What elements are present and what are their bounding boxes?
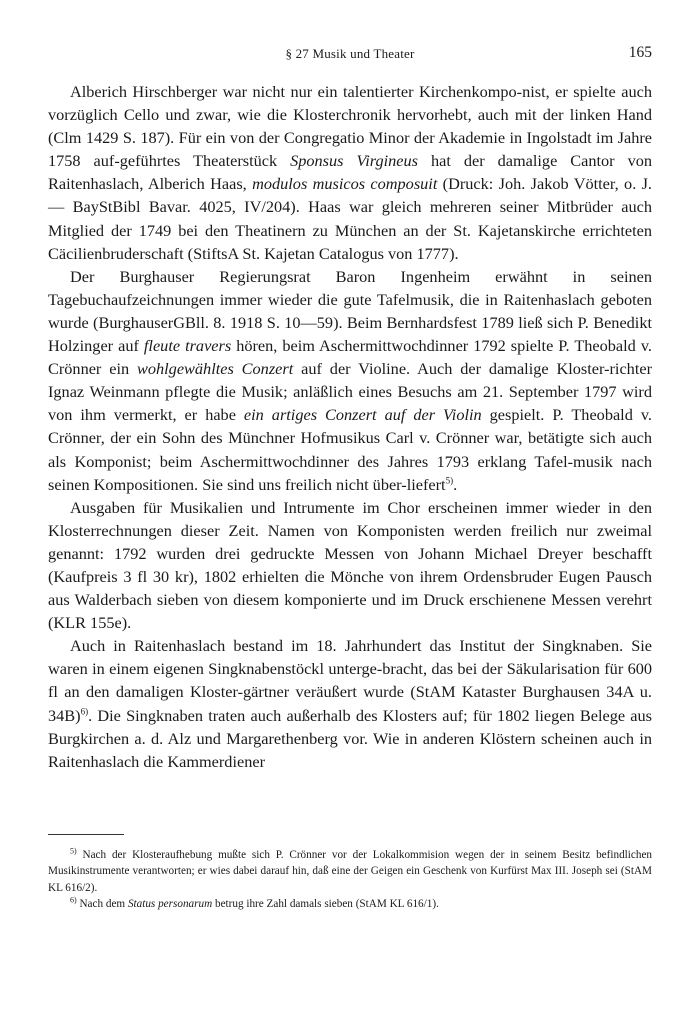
text-run: Auch in Raitenhaslach bestand im 18. Jahrhundert das Institut der Singknaben. Sie waren in einem eigenen Singknabenstöckl unterge-bracht, das bei der Säkularisation für 600 fl an den damaligen Kloster-gärtner veräußert wurde (StAM Kataster Burghausen 34A u. 34B): [48, 636, 652, 725]
italic-phrase: wohlgewähltes Conzert: [137, 359, 294, 379]
italic-phrase: modulos musicos composuit: [252, 174, 438, 194]
footnote-marker: 5): [445, 475, 454, 486]
text-run: betrug ihre Zahl damals sieben (StAM KL 616/1).: [212, 898, 439, 911]
footnote: [48, 847, 652, 896]
text-run: hören, beim Aschermittwochdinner 1792 spielte P. Theobald v. Crönner ein: [48, 336, 652, 379]
italic-phrase: Status personarum: [127, 898, 213, 911]
text-run: hat der damalige Cantor von Raitenhaslach, Alberich Haas,: [48, 151, 653, 194]
text-run: gespielt. P. Theobald v. Crönner, der ein Sohn des Münchner Hofmusikus Carl v. Crönner war, betätigte sich auch als Komponist; beim Aschermittwochdinner des Jahres 1793 erklang Tafel-musik nach seinen Kompositionen. Sie sind uns freilich nicht über-liefert: [48, 405, 652, 494]
running-title: § 27 Musik und Theater: [285, 46, 415, 61]
paragraph: [48, 265, 652, 496]
paragraph: [48, 80, 652, 265]
text-run: Nach der Klosteraufhebung mußte sich P. Crönner vor der Lokalkommision wegen der in seinem Besitz befindlichen Musikinstrumente verantworten; er wies dabei darauf hin, daß eine der Geigen ein Geschenk von Kurfürst Max III. Joseph sei (StAM KL 616/2).: [48, 849, 652, 894]
italic-phrase: fleute travers: [143, 336, 232, 356]
paragraph: [48, 496, 652, 635]
text-run: (Druck: Joh. Jakob Vötter, o. J. — BayStBibl Bavar. 4025, IV/204). Haas war gleich mehreren seiner Mitbrüder auch Mitglied der 1749 bei den Theatinern zu München an der St. Kajetanskirche errichteten Cäcilienbruderschaft (StiftsA St. Kajetan Catalogus von 1777).: [48, 174, 653, 263]
page-number: 165: [628, 44, 652, 61]
paragraph: [48, 634, 652, 773]
footnote-marker: 6): [80, 706, 89, 717]
main-text: [48, 80, 652, 773]
footnote-marker: 6): [70, 895, 77, 905]
text-run: .: [453, 474, 458, 494]
text-run: auf der Violine. Auch der damalige Kloster-richter Ignaz Weinmann pflegte die Musik; anläßlich eines Besuchs am 21. September 1797 wird von ihm vermerkt, er habe: [48, 359, 652, 425]
footnote-rule: [48, 834, 124, 835]
text-run: Alberich Hirschberger war nicht nur ein talentierter Kirchenkompo-nist, er spielte auch vorzüglich Cello und zwar, wie die Klosterchronik hervorhebt, auch mit der linken Hand (Clm 1429 S. 187). Für ein von der Congregatio Minor der Akademie in Ingolstadt im Jahre 1758 auf-geführtes Theaterstück: [48, 82, 652, 171]
text-run: . Die Singknaben traten auch außerhalb des Klosters auf; für 1802 liegen Belege aus Burgkirchen a. d. Alz und Margarethenberg vor. Wie in anderen Klöstern scheinen auch in Raitenhaslach die Kammerdiener: [48, 705, 652, 771]
running-head: [48, 44, 652, 66]
text-run: Nach dem: [76, 898, 128, 911]
footnote: [48, 896, 652, 912]
italic-phrase: ein artiges Conzert auf der Violin: [243, 405, 482, 425]
footnotes: [48, 847, 652, 913]
footnote-marker: 5): [70, 846, 77, 856]
italic-phrase: Sponsus Virgineus: [290, 151, 418, 171]
text-run: Ausgaben für Musikalien und Intrumente im Chor erscheinen immer wieder in den Klosterrechnungen dieser Zeit. Namen von Komponisten werden freilich nur zweimal genannt: 1792 wurden drei gedruckte Messen von Johann Michael Dreyer beschafft (Kaufpreis 3 fl 30 kr), 1802 erhielten die Mönche von ihrem Ordensbruder Eugen Pausch aus Walderbach sieben von diesem komponierte und im Druck erschienene Messen verehrt (KLR 155e).: [48, 497, 652, 633]
text-run: Der Burghauser Regierungsrat Baron Ingenheim erwähnt in seinen Tagebuchaufzeichnungen immer wieder die gute Tafelmusik, die in Raitenhaslach geboten wurde (BurghauserGBll. 8. 1918 S. 10—59). Beim Bernhardsfest 1789 ließ sich P. Benedikt Holzinger auf: [48, 266, 652, 356]
